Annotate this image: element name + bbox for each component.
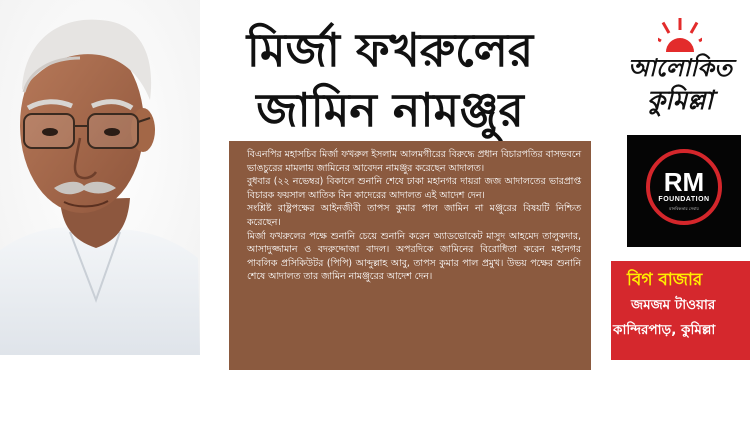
logo-line-1: আলোকিত	[627, 53, 733, 82]
headline-line-2: জামিন নামঞ্জুর	[256, 83, 524, 137]
article-paragraph: বিএনপির মহাসচিব মির্জা ফখরুল ইসলাম আলমগীরের বিরুদ্ধে প্রধান বিচারপতির বাসভবনে ভাঙচুরের মামলায় জামিনের আবেদন নামঞ্জুর করেছেন আদালত।	[247, 149, 581, 174]
article-paragraph: সংশ্লিষ্ট রাষ্ট্রপক্ষের আইনজীবী তাপস কুমার পাল জামিন না মঞ্জুরের বিষয়টি নিশ্চিত করেছেন।	[247, 203, 581, 228]
article-body	[229, 141, 591, 370]
portrait-photo	[0, 0, 200, 355]
rm-tagline: মানবিকতার সেবায়	[669, 206, 699, 211]
article-paragraph: বুধবার (২২ নভেম্বর) বিকালে শুনানি শেষে ঢাকা মহানগর দায়রা জজ আদালতের ভারপ্রাপ্ত বিচারক ফয়সাল আতিক বিন কাদেরের আদালত এই আদেশ দেন।	[247, 176, 581, 201]
headline	[205, 20, 575, 140]
rm-name: FOUNDATION	[658, 196, 710, 203]
headline-line-1: মির্জা ফখরুলের	[246, 23, 534, 77]
rm-foundation-logo	[627, 135, 741, 247]
ad-line-3: কান্দিরপাড়, কুমিল্লা	[613, 322, 716, 338]
logo-line-2: কুমিল্লা	[646, 86, 714, 116]
sun-icon	[658, 18, 702, 54]
rm-mark: RM	[663, 167, 705, 197]
ad-title: বিগ বাজার	[627, 270, 703, 290]
article-paragraph: মির্জা ফখরুলের পক্ষে শুনানি চেয়ে শুনানি করেন অ্যাডভোকেট মাসুদ আহমেদ তালুকদার, আসাদুজ্জামান ও বদরুদ্দোজা বাদল। অপরদিকে জামিনের বিরোধিতা করেন মহানগর পাবলিক প্রসিকিউটর (পিপি) আব্দুল্লাহ আবু, তাপস কুমার পাল প্রমুখ। উভয় পক্ষের শুনানি শেষে আদালত তার জামিন নামঞ্জুরের আদেশ দেন।	[247, 230, 581, 283]
advertisement-banner[interactable]	[611, 261, 750, 360]
brand-logo	[615, 18, 745, 118]
ad-line-2: জমজম টাওয়ার	[631, 297, 716, 313]
